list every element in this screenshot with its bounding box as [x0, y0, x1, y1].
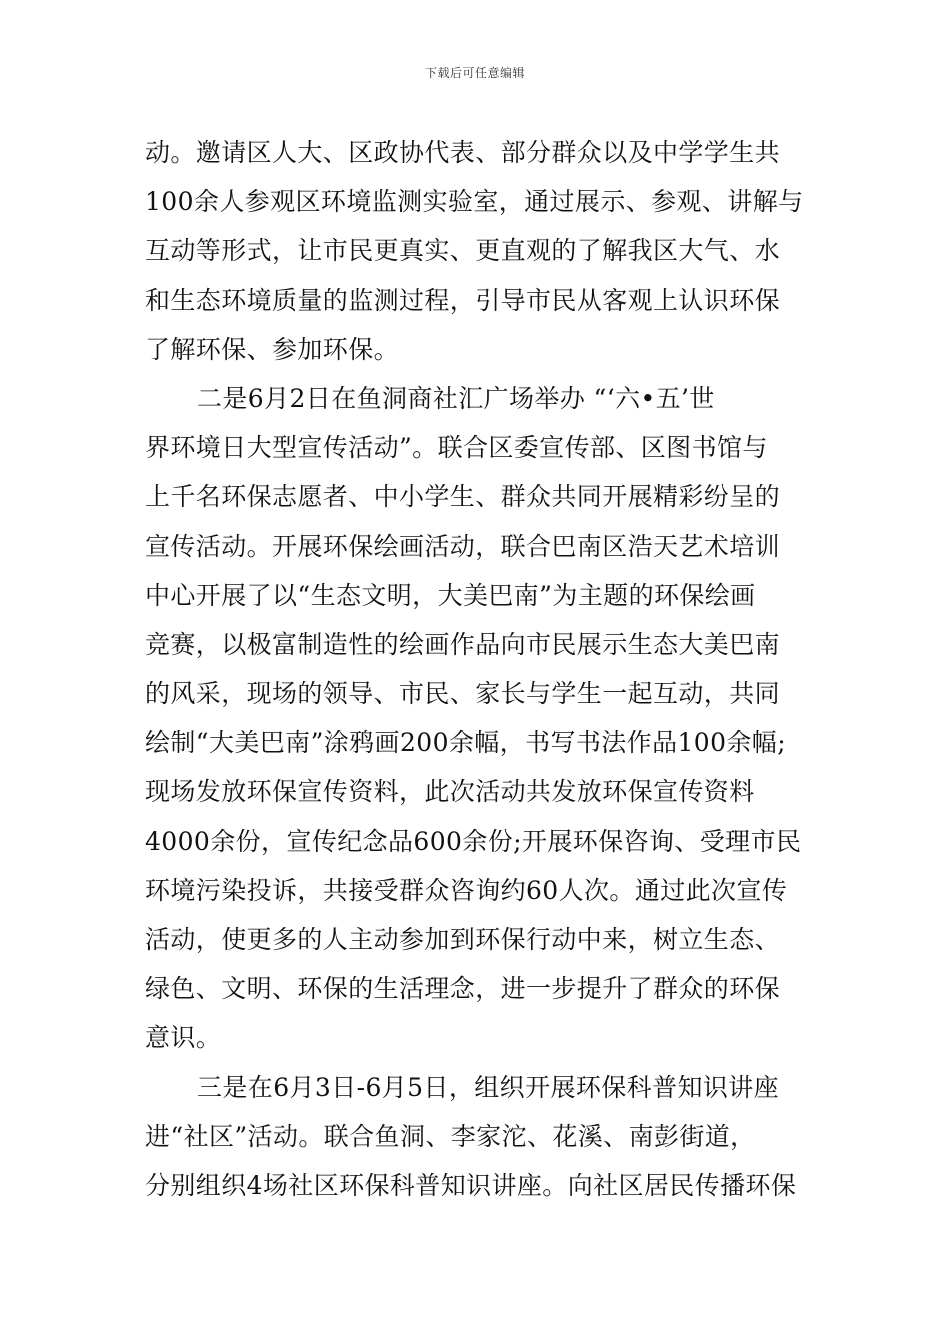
- paragraph-line: 环境污染投诉，共接受群众咨询约60人次。通过此次宣传: [145, 875, 788, 905]
- paragraph-line: 100余人参观区环境监测实验室，通过展示、参观、讲解与: [145, 187, 804, 217]
- paragraph-line: 绿色、文明、环保的生活理念，进一步提升了群众的环保: [145, 974, 781, 1004]
- paragraph-start-line: 三是在6月3日-6月5日，组织开展环保科普知识讲座: [197, 1072, 780, 1102]
- paragraph-line: 活动，使更多的人主动参加到环保行动中来，树立生态、: [145, 925, 781, 954]
- paragraph-line: 宣传活动。开展环保绘画活动，联合巴南区浩天艺术培训: [145, 531, 781, 561]
- paragraph-line: 和生态环境质量的监测过程，引导市民从客观上认识环保: [145, 285, 781, 315]
- paragraph-line: 竞赛，以极富制造性的绘画作品向市民展示生态大美巴南: [145, 629, 781, 659]
- paragraph-line: 界环境日大型宣传活动”。联合区委宣传部、区图书馆与: [145, 433, 768, 463]
- paragraph-line: 的风采，现场的领导、市民、家长与学生一起互动，共同: [145, 679, 781, 709]
- page-header: 下载后可任意编辑: [424, 66, 525, 80]
- paragraph-line: 4000余份，宣传纪念品600余份;开展环保咨询、受理市民: [145, 826, 802, 856]
- paragraph-line: 上千名环保志愿者、中小学生、群众共同开展精彩纷呈的: [145, 482, 781, 512]
- paragraph-line: 分别组织4场社区环保科普知识讲座。向社区居民传播环保: [145, 1170, 797, 1200]
- paragraph-line: 互动等形式，让市民更真实、更直观的了解我区大气、水: [145, 236, 781, 266]
- paragraph-line: 中心开展了以“生态文明，大美巴南”为主题的环保绘画: [145, 580, 756, 610]
- paragraph-line: 现场发放环保宣传资料，此次活动共发放环保宣传资料: [145, 777, 755, 807]
- paragraph-line: 绘制“大美巴南”涂鸦画200余幅，书写书法作品100余幅;: [145, 728, 787, 758]
- paragraph-start-line: 二是6月2日在鱼洞商社汇广场举办 “‘六•五’世: [197, 383, 715, 413]
- paragraph-line: 动。邀请区人大、区政协代表、部分群众以及中学学生共: [145, 138, 781, 167]
- document-body: [145, 128, 825, 1210]
- paragraph-line: 意识。: [145, 1023, 222, 1053]
- paragraph-line: 进“社区”活动。联合鱼洞、李家沱、花溪、南彭街道，: [145, 1121, 756, 1151]
- paragraph-line: 了解环保、参加环保。: [145, 334, 400, 364]
